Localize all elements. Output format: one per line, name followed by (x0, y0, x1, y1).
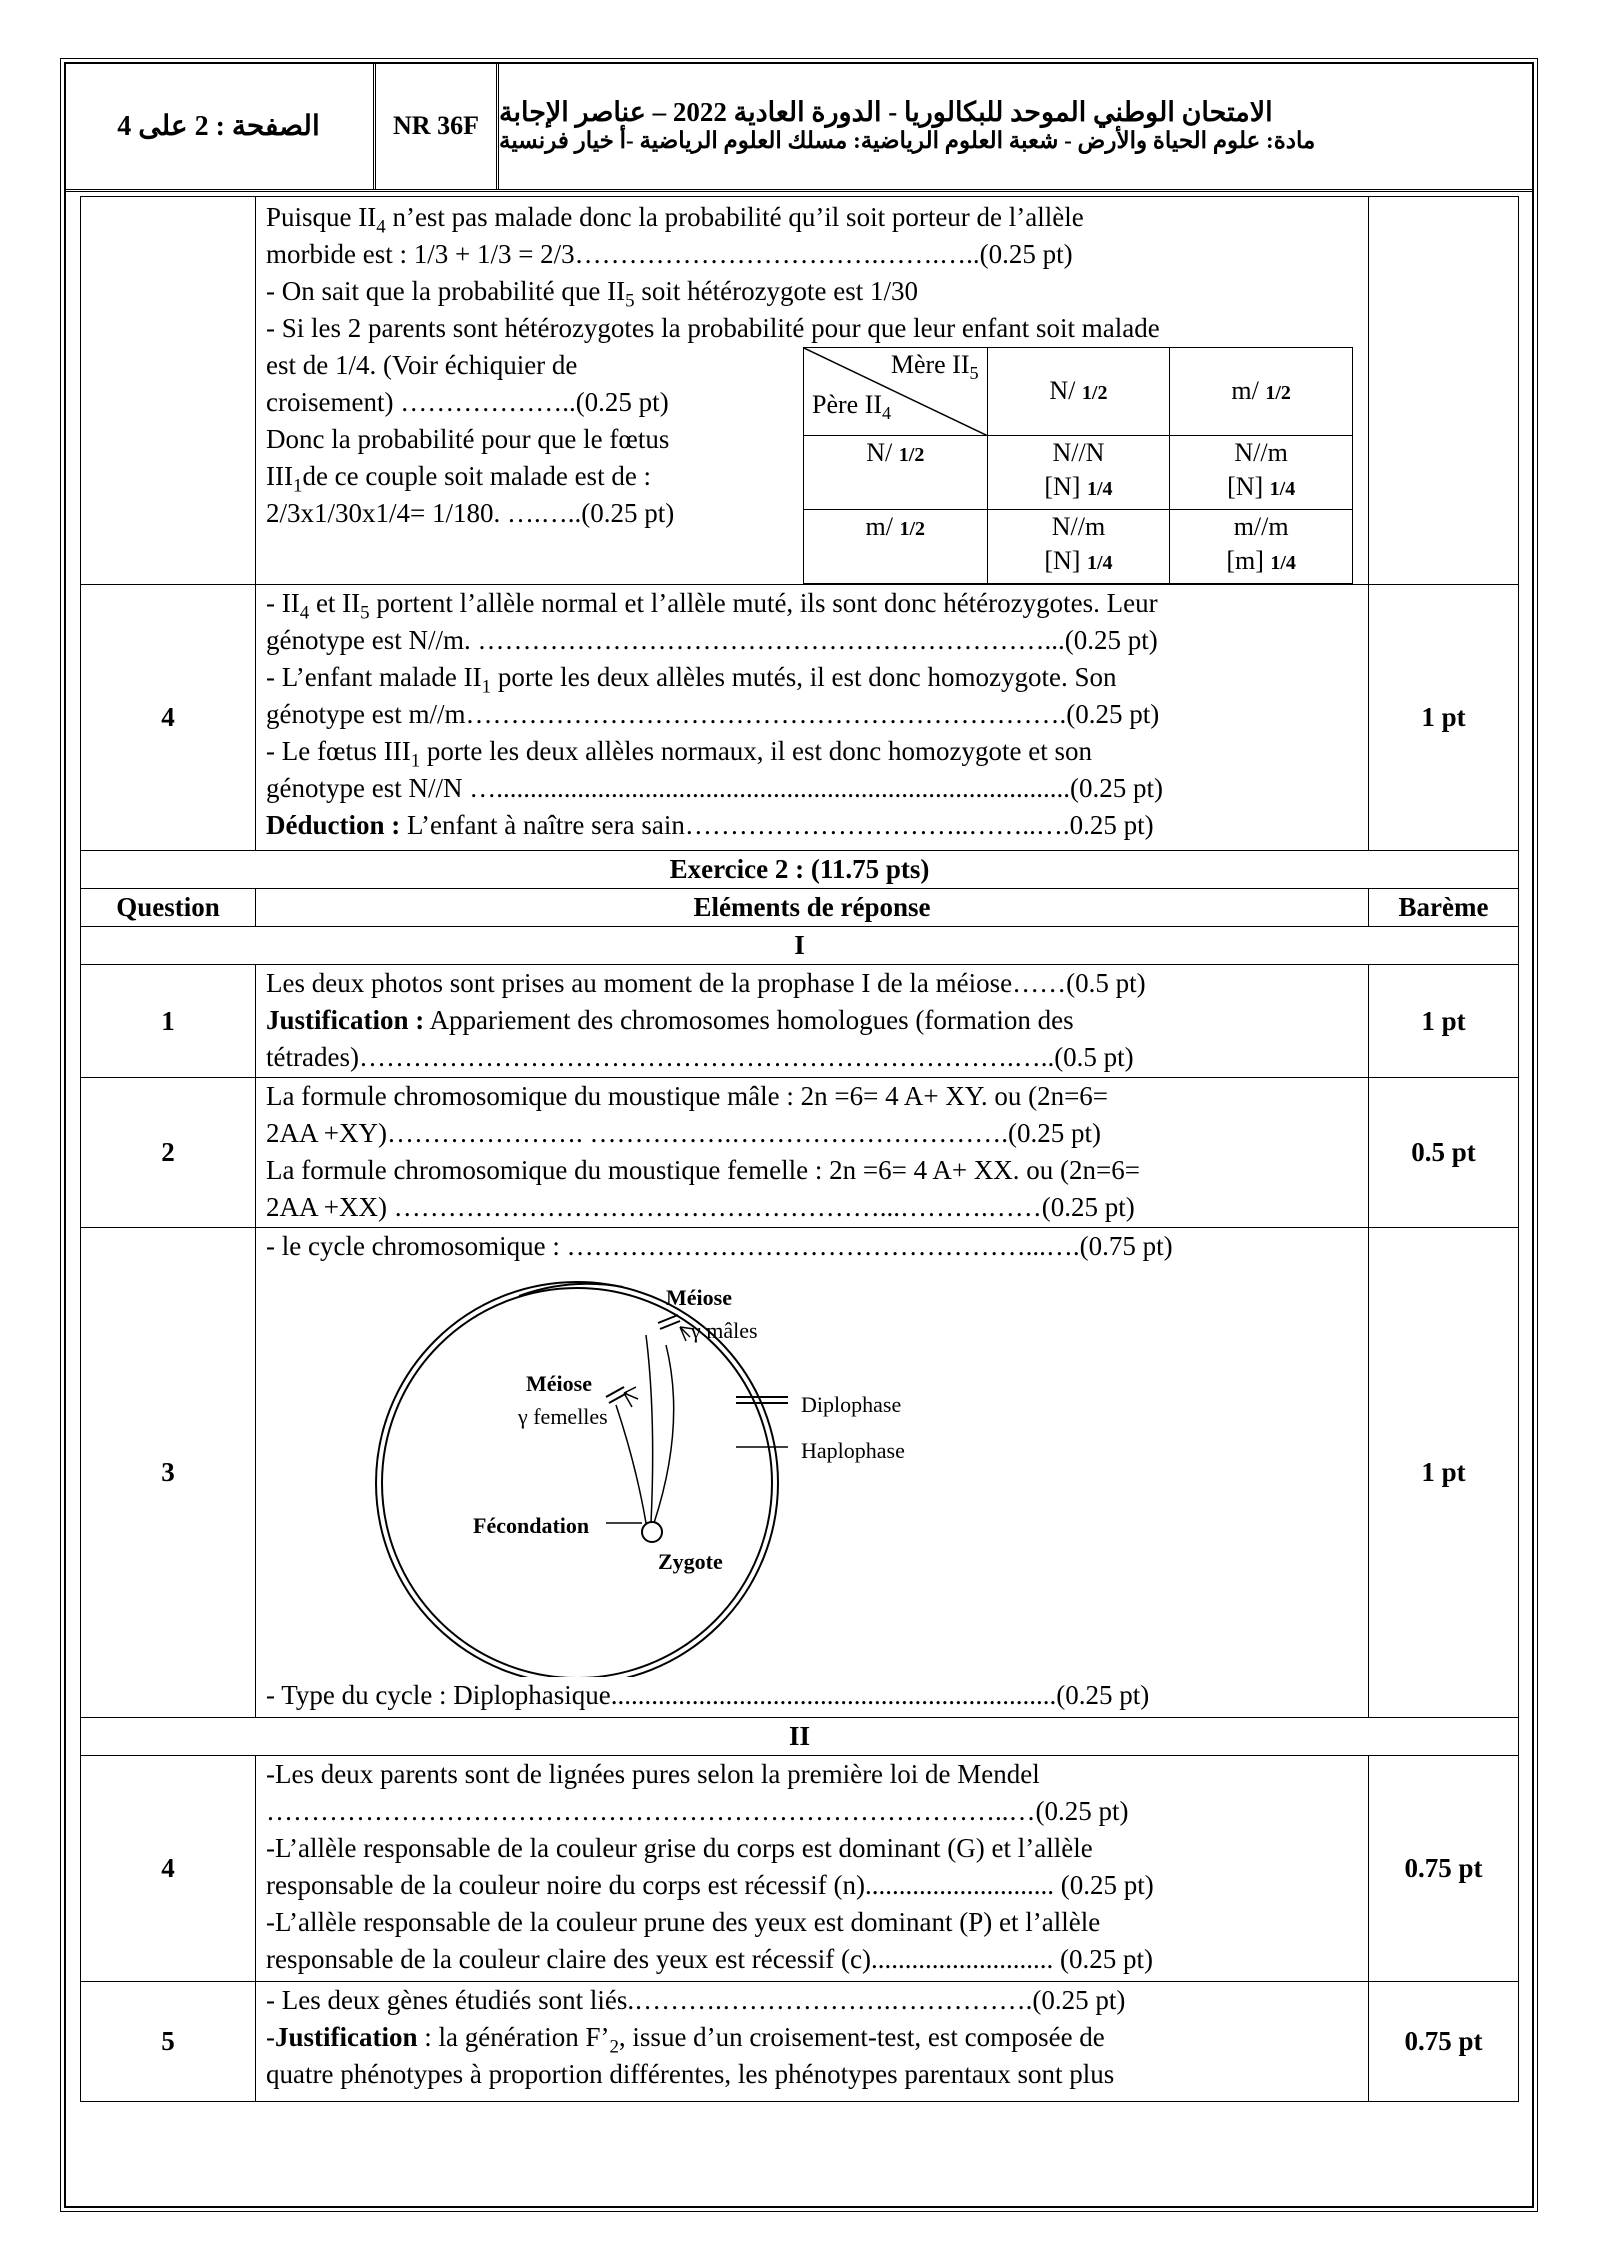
table-row (81, 851, 1519, 889)
question-number: 2 (81, 1078, 256, 1228)
column-header: Barème (1369, 889, 1519, 927)
answer-line: morbide est : 1/3 + 1/3 = 2/3…………………………….…….…..(0.25 pt) (266, 239, 1073, 269)
page-header (64, 62, 1534, 192)
legend-diplophase: Diplophase (801, 1392, 902, 1417)
answer-line: quatre phénotypes à proportion différentes, les phénotypes parentaux sont plus (266, 2059, 1115, 2089)
answer-line: -L’allèle responsable de la couleur prune des yeux est dominant (P) et l’allèle (266, 1907, 1101, 1937)
answer-cell (256, 197, 1369, 585)
table-row (81, 927, 1519, 965)
meiosis-female-label: Méiose (526, 1371, 592, 1396)
table-row (81, 1228, 1519, 1718)
genotype-cell: N//m [N] 1/4 (1170, 436, 1353, 510)
answer-cell (256, 1078, 1369, 1228)
genotype-cell: N//m [N] 1/4 (987, 510, 1170, 584)
answer-line: $III_1de$ ce couple soit malade est de : (266, 461, 652, 497)
column-header: Question (81, 889, 256, 927)
zygote-label: Zygote (658, 1549, 723, 1574)
legend-haplophase: Haplophase (801, 1438, 905, 1463)
part-title: I (81, 927, 1519, 965)
answer-cell (256, 585, 1369, 851)
genotype-cell: N//N [N] 1/4 (987, 436, 1170, 510)
answer-line: 2/3x1/30x1/4= 1/180. ….…..(0.25 pt) (266, 498, 675, 528)
answer-line: tétrades)……………………………………………………………….…..(0.5 pt) (266, 1042, 1134, 1072)
question-number: 4 (81, 1756, 256, 1982)
score: 0.75 pt (1369, 1756, 1519, 1982)
table-row (81, 1982, 1519, 2102)
answer-line: 2AA +XY)…………………. …………….………………………….(0.25 pt) (266, 1118, 1101, 1148)
answer-line: génotype est m//m………………………………………………………….(0.25 pt) (266, 699, 1160, 729)
exercise-title: Exercice 2 : (11.75 pts) (81, 851, 1519, 889)
answer-line: La formule chromosomique du moustique mâle : 2n =6= 4 A+ XY. ou (2n=6= (266, 1081, 1109, 1111)
question-number: 1 (81, 965, 256, 1078)
table-row (81, 1718, 1519, 1756)
gamete-header: m/ 1/2 (1170, 348, 1353, 436)
answer-line: - L’enfant malade $II_1$ porte les deux allèles mutés, il est donc homozygote. Son (266, 662, 1117, 698)
answer-line: génotype est N//m. ………………………………………………………...(0.25 pt) (266, 625, 1158, 655)
answer-line: génotype est N//N ….....................................................................................(0.25 pt) (266, 773, 1163, 803)
table-row (81, 1078, 1519, 1228)
question-cell (81, 197, 256, 585)
exam-subject-line: مادة: علوم الحياة والأرض - شعبة العلوم الرياضية: مسلك العلوم الرياضية -أ خيار فرنسية (499, 128, 1316, 153)
score-cell (1369, 197, 1519, 585)
answer-cell (256, 1756, 1369, 1982)
answer-cell (256, 1228, 1369, 1718)
father-label: Père $II_4$ (812, 390, 892, 424)
table-row (81, 1756, 1519, 1982)
answer-line: - On sait que la probabilité que $II_5$ soit hétérozygote est 1/30 (266, 276, 919, 312)
column-header: Eléments de réponse (256, 889, 1369, 927)
table-header-row (81, 889, 1519, 927)
part-title: II (81, 1718, 1519, 1756)
table-row (81, 585, 1519, 851)
fertilization-label: Fécondation (473, 1513, 590, 1538)
male-gametes-label: γ mâles (691, 1318, 758, 1343)
chromosome-cycle-diagram (266, 1265, 1358, 1677)
mother-label: Mère $II_5$ (890, 350, 979, 384)
answer-line: 2AA +XX) ………………………………………………...……….……(0.25 pt) (266, 1192, 1135, 1222)
answer-line: Les deux photos sont prises au moment de la prophase I de la méiose……(0.5 pt) (266, 968, 1146, 998)
answer-line: croisement) ………………..(0.25 pt) (266, 387, 669, 417)
table-row (81, 197, 1519, 585)
genotype-cell: m//m [m] 1/4 (1170, 510, 1353, 584)
answer-line: -L’allèle responsable de la couleur grise du corps est dominant (G) et l’allèle (266, 1833, 1093, 1863)
answer-line: - Les deux gènes étudiés sont liés.……….……………….…………….(0.25 pt) (266, 1985, 1126, 2015)
question-number: 5 (81, 1982, 256, 2102)
score: 1 pt (1369, 585, 1519, 851)
exam-code: NR 36F (376, 62, 499, 189)
gamete-header: m/ 1/2 (804, 510, 988, 584)
table-row (81, 965, 1519, 1078)
answer-line: responsable de la couleur claire des yeux est récessif (c)........................... (0.25 pt) (266, 1944, 1153, 1974)
answer-line: ………………………………………………………………………..…(0.25 pt) (266, 1796, 1129, 1826)
cross-corner-cell (804, 348, 988, 436)
answer-line: - $II_4$ et $II_5$ portent l’allèle normal et l’allèle muté, ils sont donc hétérozygotes. Leur (266, 588, 1158, 624)
meiosis-male-label: Méiose (666, 1285, 732, 1310)
score: 1 pt (1369, 965, 1519, 1078)
answer-line: -Les deux parents sont de lignées pures selon la première loi de Mendel (266, 1759, 1040, 1789)
cross-table (803, 347, 1353, 584)
answer-line: - Si les 2 parents sont hétérozygotes la probabilité pour que leur enfant soit malade (266, 313, 1160, 343)
answer-line: - Type du cycle : Diplophasique..................................................................(0.25 pt) (266, 1680, 1150, 1710)
answer-line: Donc la probabilité pour que le fœtus (266, 424, 670, 454)
score: 0.75 pt (1369, 1982, 1519, 2102)
answer-line: La formule chromosomique du moustique femelle : 2n =6= 4 A+ XX. ou (2n=6= (266, 1155, 1140, 1185)
answer-cell (256, 965, 1369, 1078)
answer-line: - le cycle chromosomique : ……………………………………………...….(0.75 pt) (266, 1231, 1173, 1261)
question-number: 4 (81, 585, 256, 851)
answer-cell (256, 1982, 1369, 2102)
answer-table (80, 196, 1519, 2102)
gamete-header: N/ 1/2 (804, 436, 988, 510)
answer-line: Déduction : L’enfant à naître sera sain…………………………..……..….0.25 pt) (266, 810, 1154, 840)
score: 1 pt (1369, 1228, 1519, 1718)
exam-title-line1: الامتحان الوطني الموحد للبكالوريا - الدورة العادية 2022 – عناصر الإجابة (499, 97, 1273, 127)
answer-line: - Le fœtus $III_1$ porte les deux allèles normaux, il est donc homozygote et son (266, 736, 1092, 772)
answer-line: -Justification : la génération $F’_2$, issue d’un croisement-test, est composée de (266, 2022, 1105, 2058)
answer-line: est de 1/4. (Voir échiquier de (266, 350, 578, 380)
female-gametes-label: γ femelles (518, 1404, 608, 1429)
question-number: 3 (81, 1228, 256, 1718)
score: 0.5 pt (1369, 1078, 1519, 1228)
answer-line: Justification : Appariement des chromosomes homologues (formation des (266, 1005, 1074, 1035)
exam-title (499, 62, 1534, 189)
gamete-header: N/ 1/2 (987, 348, 1170, 436)
answer-line: Puisque $II_4$ n’est pas malade donc la probabilité qu’il soit porteur de l’allèle (266, 202, 1084, 238)
page-number: الصفحة : 2 على 4 (64, 62, 376, 189)
answer-line: responsable de la couleur noire du corps est récessif (n)............................ (0.25 pt) (266, 1870, 1154, 1900)
